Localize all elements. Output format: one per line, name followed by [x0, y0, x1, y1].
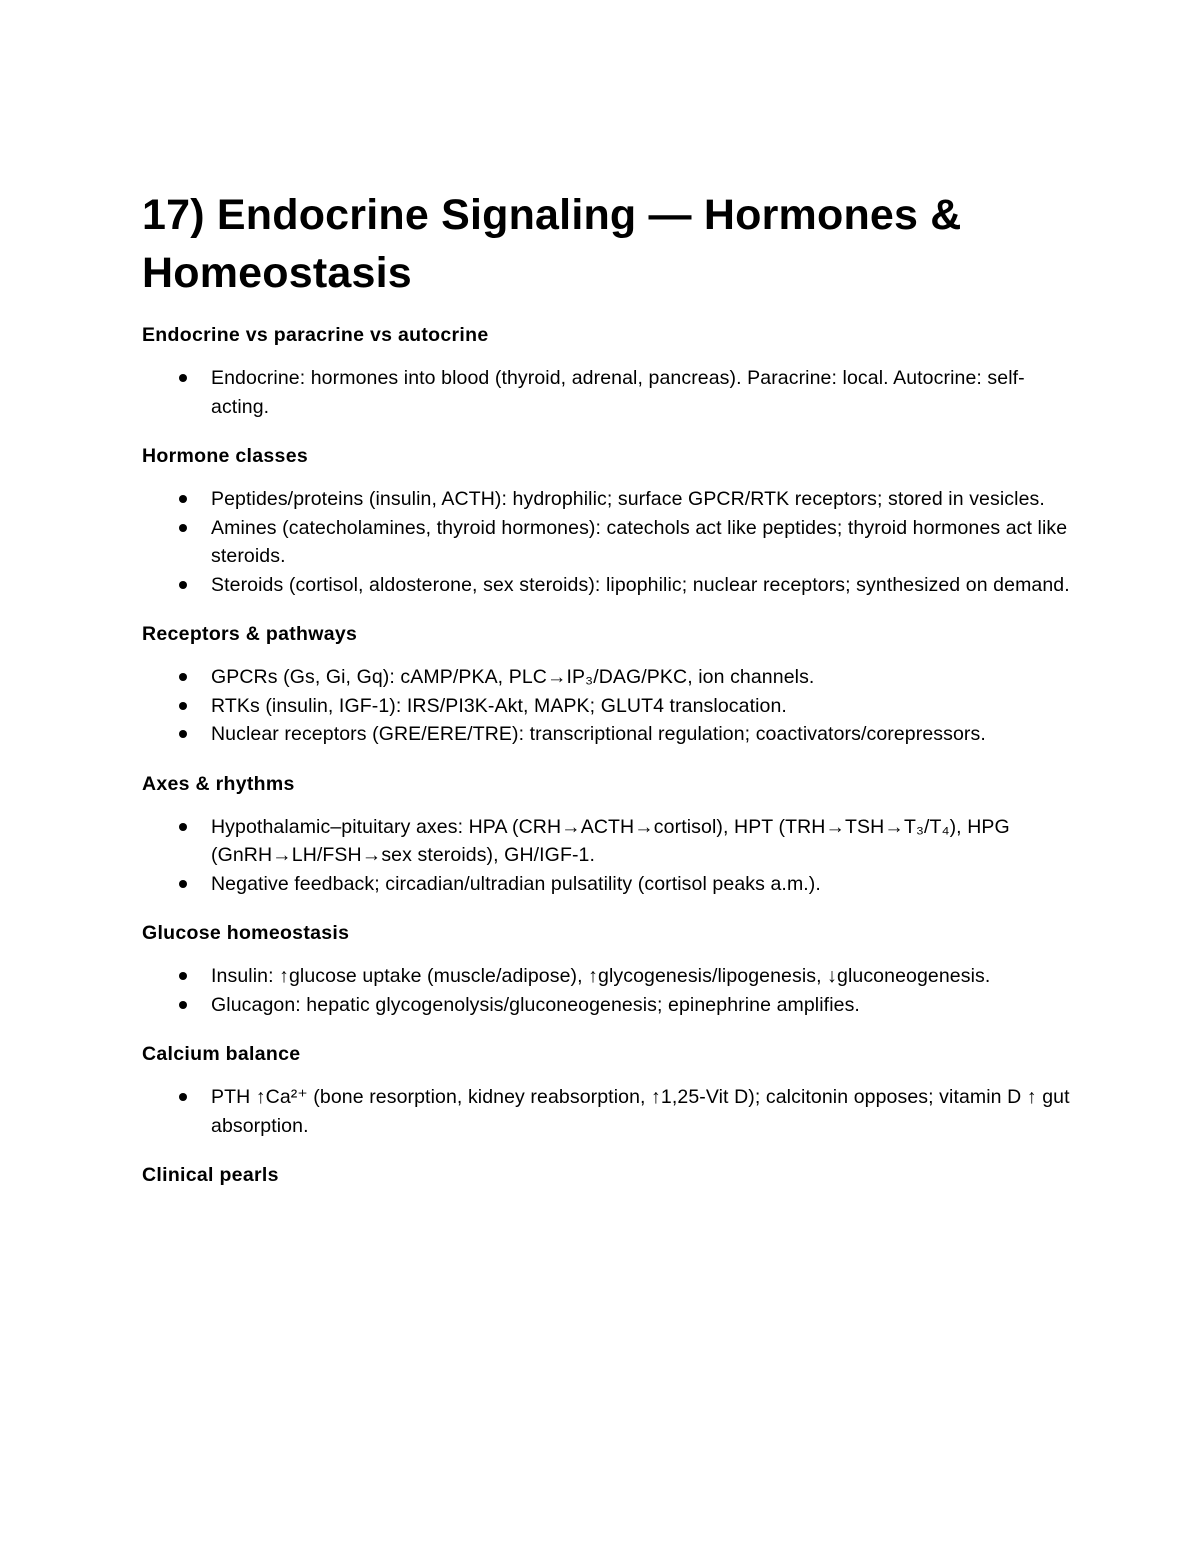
document-page: [142, 186, 1072, 1204]
bullet-icon: [179, 972, 187, 980]
list-item-text: PTH ↑Ca²⁺ (bone resorption, kidney reabsorption, ↑1,25-Vit D); calcitonin opposes; vitamin D ↑ gut absorption.: [211, 1086, 1070, 1137]
bullet-icon: [179, 581, 187, 589]
section-receptors-pathways: [142, 620, 1072, 749]
bullet-icon: [179, 524, 187, 532]
list-item-text: RTKs (insulin, IGF-1): IRS/PI3K-Akt, MAPK; GLUT4 translocation.: [211, 694, 787, 717]
bullet-icon: [179, 673, 187, 681]
list-item: [142, 571, 1072, 600]
bullet-list: [142, 1083, 1072, 1140]
list-item: [142, 720, 1072, 749]
section-heading: Clinical pearls: [142, 1164, 279, 1186]
section-calcium-balance: [142, 1040, 1072, 1140]
section-heading: Endocrine vs paracrine vs autocrine: [142, 324, 489, 346]
list-item-text: Negative feedback; circadian/ultradian pulsatility (cortisol peaks a.m.).: [211, 872, 821, 895]
list-item: [142, 962, 1072, 991]
bullet-icon: [179, 880, 187, 888]
list-item-text: Amines (catecholamines, thyroid hormones): catechols act like peptides; thyroid hormones act like steroids.: [211, 516, 1068, 567]
bullet-list: [142, 364, 1072, 421]
list-item-text: GPCRs (Gs, Gi, Gq): cAMP/PKA, PLC→IP₃/DAG/PKC, ion channels.: [211, 666, 815, 688]
section-heading: Axes & rhythms: [142, 772, 295, 795]
list-item: [142, 692, 1072, 721]
list-item-text: Glucagon: hepatic glycogenolysis/gluconeogenesis; epinephrine amplifies.: [211, 993, 860, 1016]
list-item: [142, 813, 1072, 870]
list-item: [142, 870, 1072, 899]
bullet-list: [142, 485, 1072, 599]
list-item: [142, 364, 1072, 421]
section-clinical-pearls: [142, 1161, 1072, 1189]
bullet-icon: [179, 1093, 187, 1101]
page-title: 17) Endocrine Signaling — Hormones & Homeostasis: [142, 191, 962, 297]
bullet-icon: [179, 495, 187, 503]
section-heading: Calcium balance: [142, 1043, 301, 1065]
list-item-text: Hypothalamic–pituitary axes: HPA (CRH→ACTH→cortisol), HPT (TRH→TSH→T₃/T₄), HPG (GnRH→LH/FSH→sex steroids), GH/IGF-1.: [211, 815, 1010, 866]
list-item: [142, 1083, 1072, 1140]
section-heading: Hormone classes: [142, 445, 308, 467]
list-item-text: Endocrine: hormones into blood (thyroid, adrenal, pancreas). Paracrine: local. Autocrine: self-acting.: [211, 367, 1025, 418]
section-heading: Glucose homeostasis: [142, 922, 350, 944]
bullet-icon: [179, 702, 187, 710]
list-item: [142, 485, 1072, 514]
section-signaling-types: [142, 321, 1072, 421]
section-heading: Receptors & pathways: [142, 623, 358, 645]
section-axes-rhythms: [142, 770, 1072, 899]
list-item: [142, 991, 1072, 1020]
list-item-text: Peptides/proteins (insulin, ACTH): hydrophilic; surface GPCR/RTK receptors; stored in vesicles.: [211, 488, 1045, 510]
bullet-icon: [179, 823, 187, 831]
bullet-icon: [179, 1001, 187, 1009]
bullet-icon: [179, 730, 187, 738]
bullet-list: [142, 962, 1072, 1019]
bullet-list: [142, 663, 1072, 749]
section-hormone-classes: [142, 442, 1072, 599]
list-item: [142, 514, 1072, 571]
list-item-text: Nuclear receptors (GRE/ERE/TRE): transcriptional regulation; coactivators/corepressors.: [211, 723, 986, 745]
list-item-text: Steroids (cortisol, aldosterone, sex steroids): lipophilic; nuclear receptors; synthesized on demand.: [211, 573, 1070, 596]
bullet-icon: [179, 374, 187, 382]
list-item: [142, 663, 1072, 692]
bullet-list: [142, 813, 1072, 899]
list-item-text: Insulin: ↑glucose uptake (muscle/adipose), ↑glycogenesis/lipogenesis, ↓gluconeogenesis.: [211, 965, 991, 987]
section-glucose-homeostasis: [142, 919, 1072, 1019]
